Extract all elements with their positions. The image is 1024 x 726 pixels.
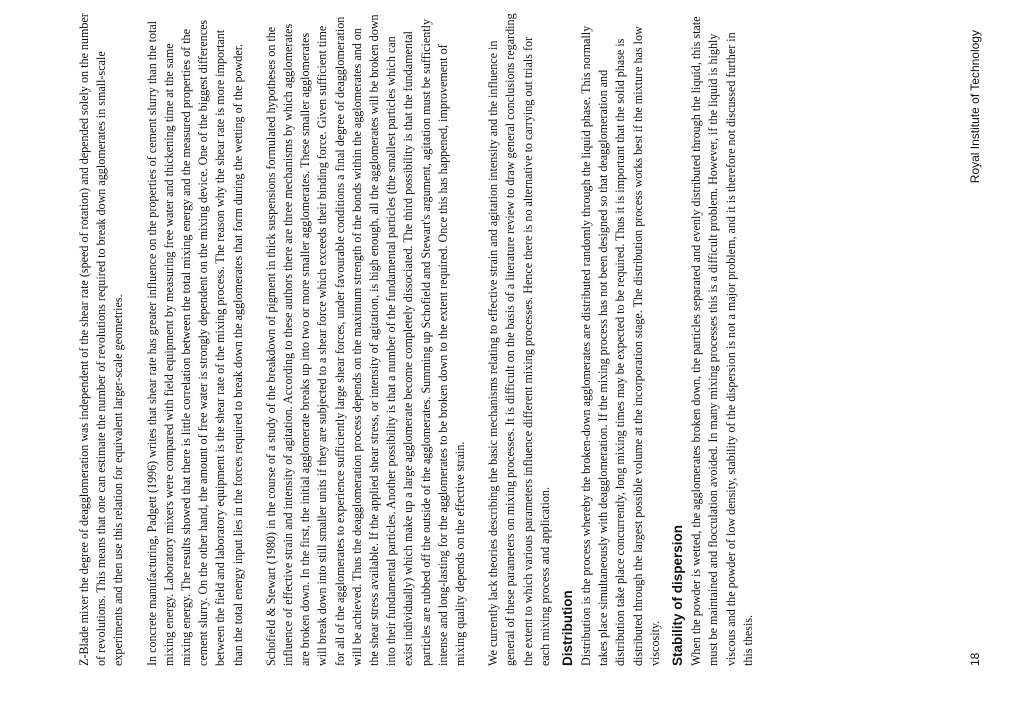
page-number: 18 — [968, 652, 982, 666]
paragraph-lack-of-theories: We currently lack theories describing the basic mechanisms relating to effective strain and agitation intensity and the influence in general of these parameters on mixing processes. It is difficult on the basis of a literature review to draw general conclusions regarding the extent to which various parameters influence different mixing processes. Hence there is no alternative to carrying out trials for each mixing process and application. — [486, 13, 552, 666]
footer-institution: Royal Institute of Technology — [968, 30, 982, 184]
paragraph-concrete-manufacturing: In concrete manufacturing, Padgett (1996) writes that shear rate has greater influence on the properties of cement slurry than the total mixing energy. Laboratory mixers were compared with field equipment by measuring free water and thickening time at the same mixing energy. The results showed that there is little correlation between the total mixing energy and the measured properties of the cement slurry. On the other hand, the amount of free water is strongly dependent on the mixing device. One of the biggest differences between the field and laboratory equipment is the shear rate of the mixing process. The reason why the shear rate is more important than the total energy input lies in the forces required to break down the agglomerates that form during the wetting of the powder. — [144, 19, 245, 666]
heading-distribution: Distribution — [560, 590, 576, 666]
paragraph-stability-of-dispersion: When the powder is wetted, the agglomerates broken down, the particles separated and evenly distributed through the liquid, this state must be maintained and flocculation avoided. In many mixing processes this is a difficult problem. However, if the liquid is highly viscous and the powder of low density, stability of the dispersion is not a major problem, and it is therefore not discussed further in this thesis. — [689, 16, 755, 666]
paragraph-zblade-mixer: Z-Blade mixer the degree of deagglomeration was independent of the shear rate (speed of rotation) and depended solely on the number of revolutions. This means that one can estimate the number of revolutions required to break down agglomerates in small-scale experiments and then use this relation for equivalent larger-scale geometries. — [77, 13, 126, 666]
paragraph-distribution: Distribution is the process whereby the broken-down agglomerates are distributed randomly through the liquid phase. This normally takes place simultaneously with deagglomeration. If the mixing process has not been designed so that deagglomeration and distribution take place concurrently, long mixing times may be expected to be required. Thus it is important that the solid phase is distributed through the largest possible volume at the incorporation stage. The distribution process works best if the mixture has low viscosity. — [579, 25, 662, 666]
heading-stability-of-dispersion: Stability of dispersion — [670, 524, 686, 666]
body-text — [76, 12, 773, 666]
paragraph-schofield-stewart: Schofield & Stewart (1980) in the course of a study of the breakdown of pigment in thick suspensions formulated hypotheses on the influence of effective strain and intensity of agitation. According to these authors there are three mechanisms by which agglomerates are broken down. In the first, the initial agglomerate breaks up into two or more smaller agglomerates. These smaller agglomerates will break down into still smaller units if they are subjected to a shear force which exceeds their binding force. Given sufficient time for all of the agglomerates to experience sufficiently large shear forces, under favourable conditions a final degree of deagglomeration will be achieved. Thus the deagglomeration process depends on the maximum strength of the bonds within the agglomerates and on the shear stress available. If the applied shear stress, or intensity of agitation, is high enough, all the agglomerates will be broken down into their fundamental particles. Another possibility is that a number of the fundamental particles (the smallest particles which can exist individually) which make up a large agglomerate become completely dissociated. The third possibility is that the fundamental particles are rubbed off the outside of the agglomerates. Summing up Schofield and Stewart's argument, agitation must be sufficiently intense and long-lasting for the agglomerates to be broken down to the extent required. Once this has happened, improvement of mixing quality depends on the effective strain. — [263, 14, 468, 666]
